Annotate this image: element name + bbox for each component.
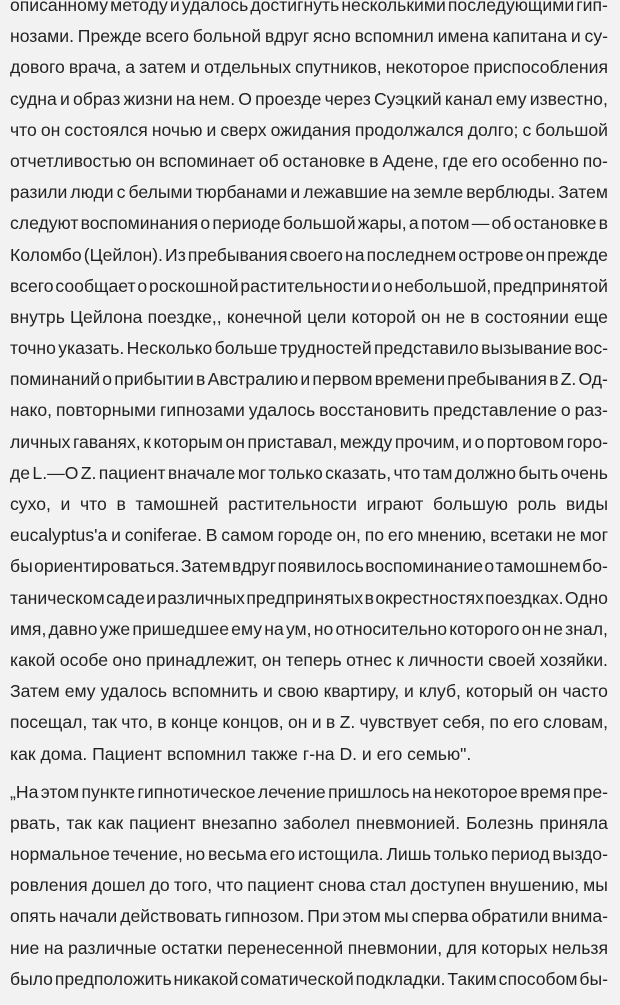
- text-line: было предположить никакой соматической подкладки. Таким способом бы-: [10, 968, 608, 989]
- paragraph: [10, 777, 608, 995]
- text-line: нако, повторными гипнозами удалось восстановить представление о раз-: [10, 400, 608, 421]
- text-line: таническом саде и различных предпринятых в окрестностях поездках. Одно: [10, 587, 608, 608]
- text-line: опять начали действовать гипнозом. При этом мы сперва обратили внима-: [10, 906, 608, 927]
- text-line: ровления дошел до того, что пациент снова стал доступен внушению, мы: [10, 875, 608, 896]
- text-line: следуют воспоминания о периоде большой жары, а потом — об остановке в: [10, 213, 608, 234]
- document-body: [10, 0, 608, 995]
- text-line: личных гаванях, к которым он приставал, между прочим, и о портовом горо-: [10, 431, 608, 452]
- text-line: всего сообщает о роскошной растительности и о небольшой, предпринятой: [10, 275, 608, 296]
- text-line: отчетливостью он вспоминает об остановке в Адене, где его особенно по-: [10, 150, 608, 171]
- text-line: сухо, и что в тамошней растительности играют большую роль виды: [10, 494, 608, 514]
- text-line: имя, давно уже пришедшее ему на ум, но относительно которого он не знал,: [10, 618, 608, 639]
- text-line: „На этом пункте гипнотическое лечение пришлось на некоторое время пре-: [10, 781, 608, 802]
- text-line: дового врача, а затем и отдельных спутников, некоторое приспособления: [10, 57, 608, 78]
- text-line: eucalyptus'a и coniferae. В самом городе он, по его мнению, всетаки не мог: [10, 525, 608, 546]
- text-line: Коломбо (Цейлон). Из пребывания своего на последнем острове он прежде: [10, 244, 608, 265]
- paragraph: [10, 0, 608, 770]
- paragraph-gap: [10, 770, 608, 777]
- text-line: разили люди с белыми тюрбанами и лежавшие на земле верблюды. Затем: [10, 182, 608, 203]
- text-line: какой особе оно принадлежит, он теперь отнес к личности своей хозяйки.: [10, 649, 608, 670]
- text-line: как дома. Пациент вспомнил также г-на D. и его семью".: [10, 743, 472, 764]
- text-line: рвать, так как пациент внезапно заболел пневмонией. Болезнь приняла: [10, 812, 608, 833]
- text-line: бы ориентироваться. Затем вдруг появилось воспоминание о тамошнем бо-: [10, 556, 608, 577]
- text-line: де L.—О Z. пациент вначале мог только сказать, что там должно быть очень: [10, 462, 608, 483]
- text-line: нормальное течение, но весьма его истощила. Лишь только период выздо-: [10, 844, 608, 865]
- text-line: Затем ему удалось вспомнить и свою квартиру, и клуб, который он часто: [10, 681, 608, 702]
- text-line: точно указать. Несколько больше трудностей представило вызывание вос-: [10, 338, 608, 359]
- text-line: судна и образ жизни на нем. О проезде через Суэцкий канал ему известно,: [10, 88, 608, 109]
- text-line: что он состоялся ночью и сверх ожидания продолжался долго; с большой: [10, 119, 608, 140]
- text-line: внутрь Цейлона поездке,, конечной цели которой он не в состоянии еще: [10, 306, 608, 327]
- text-line: поминаний о прибытии в Австралию и первом времени пребывания в Z. Од-: [10, 369, 608, 390]
- text-line: описанному методу и удалось достигнуть несколькими последующими гип-: [10, 0, 608, 15]
- text-line: ние на различные остатки перенесенной пневмонии, для которых нельзя: [10, 937, 608, 958]
- text-line: нозами. Прежде всего больной вдруг ясно вспомнил имена капитана и су-: [10, 26, 608, 47]
- text-line: посещал, так что, в конце концов, он и в Z. чувствует себя, по его словам,: [10, 712, 608, 733]
